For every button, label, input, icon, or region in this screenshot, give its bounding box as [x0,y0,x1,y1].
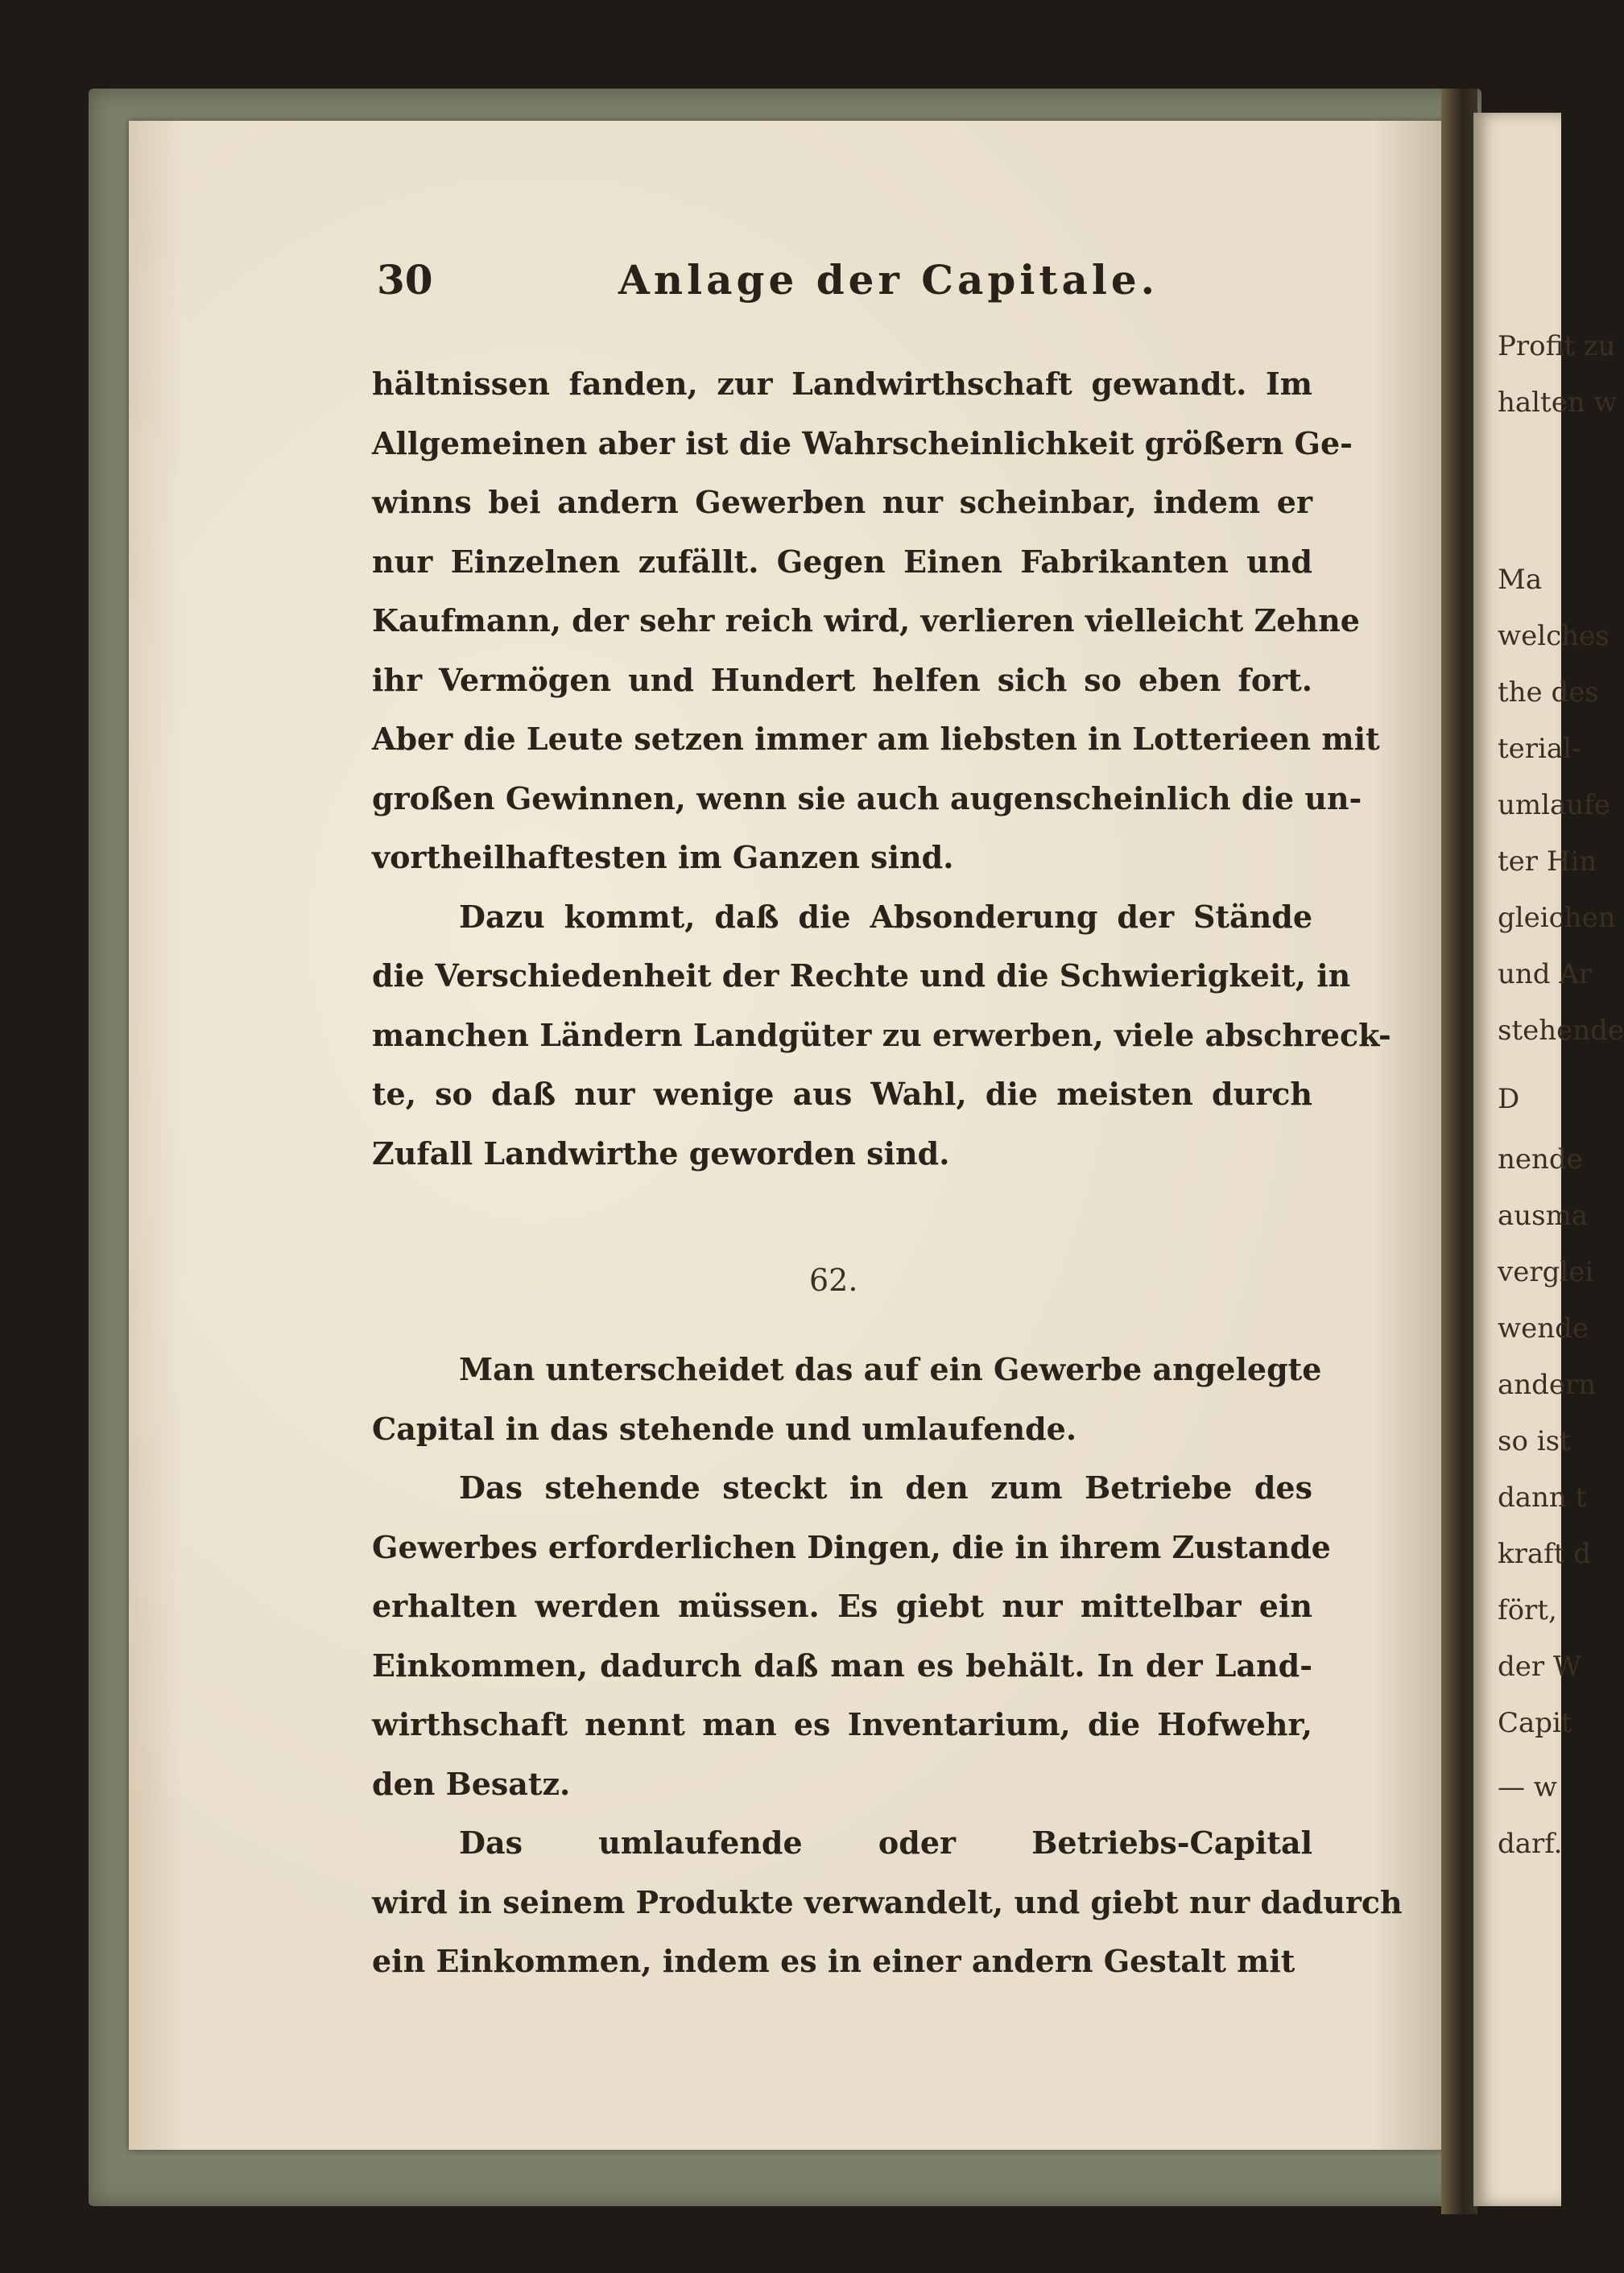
facing-page-text: — w [1498,1771,1557,1804]
text-line: manchen Ländern Landgüter zu erwerben, viele abschreck- [372,1016,1391,1053]
facing-page-text: the des [1498,676,1599,709]
text-line: Das stehende steckt in den zum Betriebe des [459,1469,1312,1506]
text-line: hältnissen fanden, zur Landwirthschaft gewandt. Im [372,366,1312,402]
paragraph [372,1813,1403,1991]
facing-page-text: terial- [1498,733,1581,765]
section-number: 62. [809,1263,858,1298]
facing-page-text: verglei [1498,1256,1594,1288]
facing-page-text: kraft d [1498,1538,1591,1570]
paragraph [372,887,1391,1184]
text-line: die Verschiedenheit der Rechte und die Schwierigkeit, in [372,957,1351,994]
facing-page-text: stehende [1498,1015,1624,1047]
facing-page-text: welches [1498,620,1610,652]
page-header [377,256,1327,312]
paragraph [372,1458,1331,1813]
text-line: Dazu kommt, daß die Absonderung der Stände [459,898,1312,935]
text-line: Kaufmann, der sehr reich wird, verlieren vielleicht Zehne [372,602,1360,639]
facing-page-text: Capit [1498,1707,1572,1739]
text-line: Capital in das stehende und umlaufende. [372,1410,1077,1447]
body-text-section [372,1340,1403,1991]
running-head: Anlage der Capitale. [618,256,1159,304]
facing-page-text: nende [1498,1143,1583,1176]
text-line: Aber die Leute setzen immer am liebsten in Lotterieen mit [372,721,1380,757]
facing-page-text: Ma [1498,564,1543,596]
body-text-top [372,354,1391,1183]
text-line: te, so daß nur wenige aus Wahl, die meisten durch [372,1076,1312,1112]
text-line: Einkommen, dadurch daß man es behält. In der Land- [372,1647,1312,1684]
paragraph [372,354,1380,887]
facing-page-text: der W [1498,1651,1581,1683]
facing-page-text: und Ar [1498,958,1593,990]
facing-page-text: halten w [1498,386,1618,419]
text-line: ein Einkommen, indem es in einer andern Gestalt mit [372,1943,1295,1979]
text-line: Allgemeinen aber ist die Wahrscheinlichkeit größern Ge- [372,424,1353,461]
text-line: wird in seinem Produkte verwandelt, und giebt nur dadurch [372,1883,1403,1920]
text-line: nur Einzelnen zufällt. Gegen Einen Fabrikanten und [372,543,1312,580]
facing-page-text: gleichen [1498,902,1616,934]
facing-page-text: Profit zu [1498,330,1616,362]
facing-page-text: fört, [1498,1594,1557,1626]
text-line: den Besatz. [372,1765,571,1802]
book-gutter [1441,89,1477,2214]
text-line: wirthschaft nennt man es Inventarium, die Hofwehr, [372,1706,1312,1742]
facing-page-text: andern [1498,1369,1597,1401]
page-number: 30 [377,256,433,304]
facing-page-text: dann t [1498,1482,1587,1514]
text-line: Zufall Landwirthe geworden sind. [372,1134,950,1172]
facing-page-text: ausma [1498,1200,1589,1232]
facing-page-text: D [1498,1083,1520,1115]
text-line: Man unterscheidet das auf ein Gewerbe angelegte [459,1351,1322,1387]
facing-page-text: darf. [1498,1828,1563,1860]
paragraph [372,1340,1322,1458]
text-line: ihr Vermögen und Hundert helfen sich so eben fort. [372,661,1312,698]
text-line: Gewerbes erforderlichen Dingen, die in ihrem Zustande [372,1528,1331,1565]
text-line: großen Gewinnen, wenn sie auch augenscheinlich die un- [372,779,1362,816]
text-line: erhalten werden müssen. Es giebt nur mittelbar ein [372,1588,1312,1624]
facing-page-text: umlaufe [1498,789,1610,821]
facing-page-text: ter Hin [1498,845,1597,878]
facing-page-text: wende [1498,1312,1589,1345]
text-line: winns bei andern Gewerben nur scheinbar, indem er [372,484,1312,520]
facing-page-text: so ist [1498,1425,1571,1457]
text-line: vortheilhaftesten im Ganzen sind. [372,839,954,875]
facing-page-edge [1473,113,1624,2206]
text-line: Das umlaufende oder Betriebs-Capital [459,1825,1312,1861]
